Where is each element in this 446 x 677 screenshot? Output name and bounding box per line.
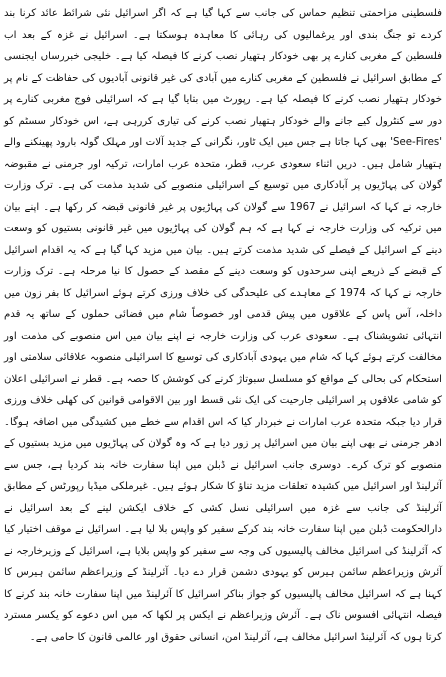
article-paragraph: فلسطینی مزاحمتی تنظیم حماس کی جانب سے کہا گیا ہے کہ اگر اسرائیل نئی شرائط عائد کرنا بند کردے تو جنگ بندی اور یرغمالیوں کی رہائی کا معاہدہ ہوسکتا ہے۔ اسرائیل نے غزہ کے بعد اب فلسطین کے مغربی کنارے پر بھی خودکار ہتھیار نصب کرنے کا فیصلہ کیا ہے۔ خلیجی خبررساں ایجنسی کے مطابق اسرائیل نے فلسطین کے مغربی کنارے میں آبادی کی غیر قانونی آبادیوں کی حفاظت کے نام پر خودکار ہتھیار نصب کرنے کا فیصلہ کیا ہے۔ رپورٹ میں بتایا گیا ہے کہ اسرائیلی فوج مغربی کنارے پر دور سے کنٹرول کیے جانے والے خودکار ہتھیار نصب کرنے کی تیاری کررہی ہے، اس خودکار سسٹم کو 'See-Fires' بھی کہا جاتا ہے جس میں ایک ٹاور، نگرانی کے جدید آلات اور مہلک گولہ بارود پھینکنے والے ہتھیار شامل ہیں۔ دریں اثناء سعودی عرب، قطر، متحدہ عرب امارات، ترکیہ اور جرمنی نے مقبوضہ گولان کی پہاڑیوں پر آبادکاری میں توسیع کے اسرائیلی منصوبے کی شدید مذمت کی ہے۔ ترک وزارت خارجہ نے کہا کہ اسرائیل نے 1967 سے گولان کی پہاڑیوں پر غیر قانونی قبضہ کر رکھا ہے۔ اپنے بیان میں ترکیہ کی وزارت خارجہ نے کہا ہے کہ ہم گولان کی پہاڑیوں میں غیر قانونی بستیوں کو وسعت دینے کے اسرائیل کے فیصلے کی شدید مذمت کرتے ہیں۔ بیان میں مزید کہا گیا ہے کہ یہ اقدام اسرائیل کے قبضے کے ذریعے اپنی سرحدوں کو وسعت دینے کے مقصد کے حصول کا نیا مرحلہ ہے۔ ترک وزارت خارجہ نے کہا کہ 1974 کے معاہدے کی علیحدگی کی خلاف ورزی کرتے ہوئے اسرائیل کا بفر زون میں داخلہ، آس پاس کے علاقوں میں پیش قدمی اور خصوصاً شام میں فضائی حملوں کے ساتھ یہ قدم انتہائی تشویشناک ہے۔ سعودی عرب کی وزارت خارجہ نے اپنے بیان میں اس منصوبے کی مذمت اور مخالفت کرتے ہوئے کہا کہ شام میں یہودی آبادکاری کی توسیع کا اسرائیلی منصوبہ علاقائی سلامتی اور استحکام کی بحالی کے مواقع کو مسلسل سبوتاژ کرنے کی کوشش کا حصہ ہے۔ قطر نے اسرائیلی اعلان کو شامی علاقوں پر اسرائیلی جارحیت کی ایک نئی قسط اور بین الاقوامی قوانین کی کھلی خلاف ورزی قرار دیا جبکہ متحدہ عرب امارات نے خبردار کیا کہ اس اقدام سے خطے میں کشیدگی میں اضافہ ہوگا۔ ادھر جرمنی نے بھی اپنے بیان میں اسرائیل پر زور دیا ہے کہ وہ گولان کی پہاڑیوں میں مزید بستیوں کے منصوبے کو ترک کرے۔ دوسری جانب اسرائیل نے ڈبلن میں اپنا سفارت خانہ بند کردیا ہے، جس سے آئرلینڈ اور اسرائیل میں کشیدہ تعلقات مزید تناؤ کا شکار ہوئے ہیں۔ غیرملکی میڈیا رپورٹس کے مطابق آئرلینڈ کی جانب سے غزہ میں اسرائیلی نسل کشی کے خلاف ایکشن لینے کے بعد اسرائیل نے دارالحکومت ڈبلن میں اپنا سفارت خانہ بند کرکے سفیر کو واپس بلا لیا ہے۔ اسرائیل نے موقف اختیار کیا کہ آئرلینڈ کی اسرائیل مخالف پالیسیوں کی وجہ سے سفیر کو واپس بلایا ہے، اسرائیل کے وزیرخارجہ نے آئرش وزیراعظم سائمن ہیرس کو یہودی دشمن قرار دے دیا۔ آئرلینڈ کے وزیراعظم سائمن ہیرس کا کہنا ہے کہ اسرائیل مخالف پالیسیوں کو جواز بناکر اسرائیل کا آئرلینڈ میں اپنا سفارت خانہ بند کرنے کا فیصلہ انتہائی افسوس ناک ہے۔ آئرش وزیراعظم نے ایکس پر لکھا کہ میں اس دعوے کو یکسر مسترد کرتا ہوں کہ آئرلینڈ اسرائیل مخالف ہے، آئرلینڈ امن، انسانی حقوق اور عالمی قانون کا حامی ہے۔ bbox=[4, 8, 443, 643]
news-article bbox=[4, 3, 442, 648]
